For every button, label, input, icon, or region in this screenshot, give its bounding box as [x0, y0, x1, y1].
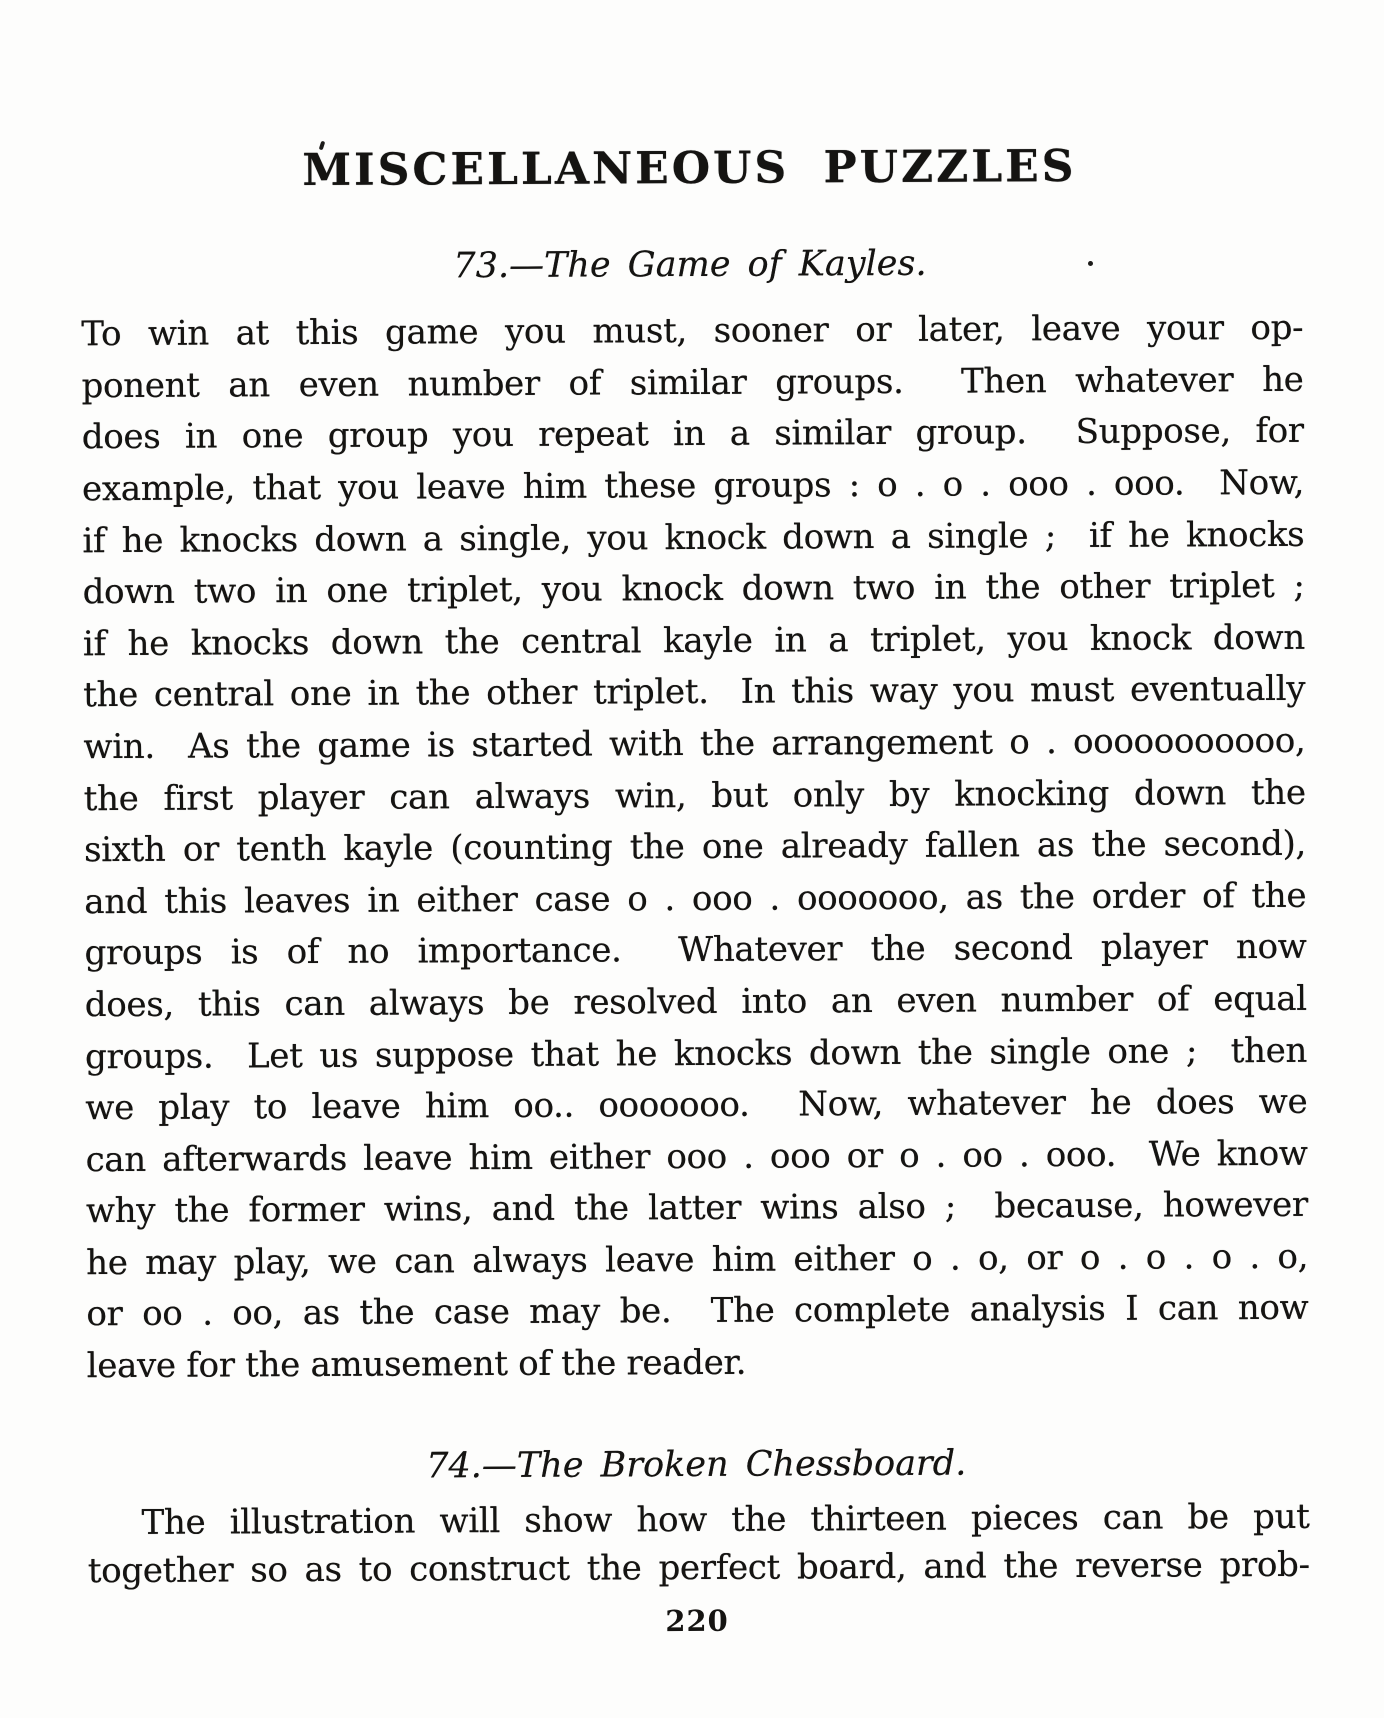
text-line: or oo . oo, as the case may be. The complete analysis I can now [86, 1288, 1309, 1335]
paragraph-kayles [81, 303, 1309, 1393]
text-line: the central one in the other triplet. In this way you must eventually [83, 669, 1306, 716]
text-line: leave for the amusement of the reader. [86, 1342, 747, 1387]
text-line: he may play, we can always leave him either o . o, or o . o . o . o, [86, 1236, 1309, 1284]
text-line: sixth or tenth kayle (counting the one already fallen as the second), [83, 823, 1307, 871]
text-line: if he knocks down the central kayle in a triplet, you knock down [82, 617, 1306, 664]
paragraph-chessboard [87, 1492, 1309, 1594]
text-line: down two in one triplet, you knock down two in the other triplet ; [82, 565, 1305, 613]
text-line: does, this can always be resolved into an even number of equal [84, 978, 1307, 1026]
text-line: why the former wins, and the latter wins also ; because, however [85, 1185, 1308, 1232]
page-number: 220 [665, 1603, 729, 1638]
text-line: we play to leave him oo.. ooooooo. Now, whatever he does we [85, 1081, 1308, 1129]
text-line: To win at this game you must, sooner or later, leave your op- [81, 307, 1304, 355]
text-line: groups is of no importance. Whatever the second player now [84, 927, 1307, 974]
text-line: win. As the game is started with the arrangement o . ooooooooooo, [83, 720, 1306, 768]
text-line: can afterwards leave him either ooo . ooo or o . oo . ooo. We know [85, 1133, 1308, 1180]
text-line: the first player can always win, but only by knocking down the [83, 772, 1306, 819]
text-line: groups. Let us suppose that he knocks down the single one ; then [84, 1030, 1308, 1077]
text-line: The illustration will show how the thirteen pieces can be put [141, 1496, 1310, 1543]
section-heading-73: 73.—The Game of Kayles. [453, 243, 927, 287]
text-line: if he knocks down a single, you knock down a single ; if he knocks [82, 514, 1305, 561]
text-line: and this leaves in either case o . ooo . ooooooo, as the order of the [84, 875, 1307, 922]
page-title: MISCELLANEOUS PUZZLES [302, 140, 1077, 197]
section-heading-74: 74.—The Broken Chessboard. [426, 1443, 967, 1487]
text-line: example, that you leave him these groups : o . o . ooo . ooo. Now, [82, 462, 1305, 510]
text-line: together so as to construct the perfect board, and the reverse prob- [87, 1544, 1310, 1591]
text-line: does in one group you repeat in a similar group. Suppose, for [81, 411, 1304, 458]
text-line: ponent an even number of similar groups. Then whatever he [81, 359, 1304, 406]
